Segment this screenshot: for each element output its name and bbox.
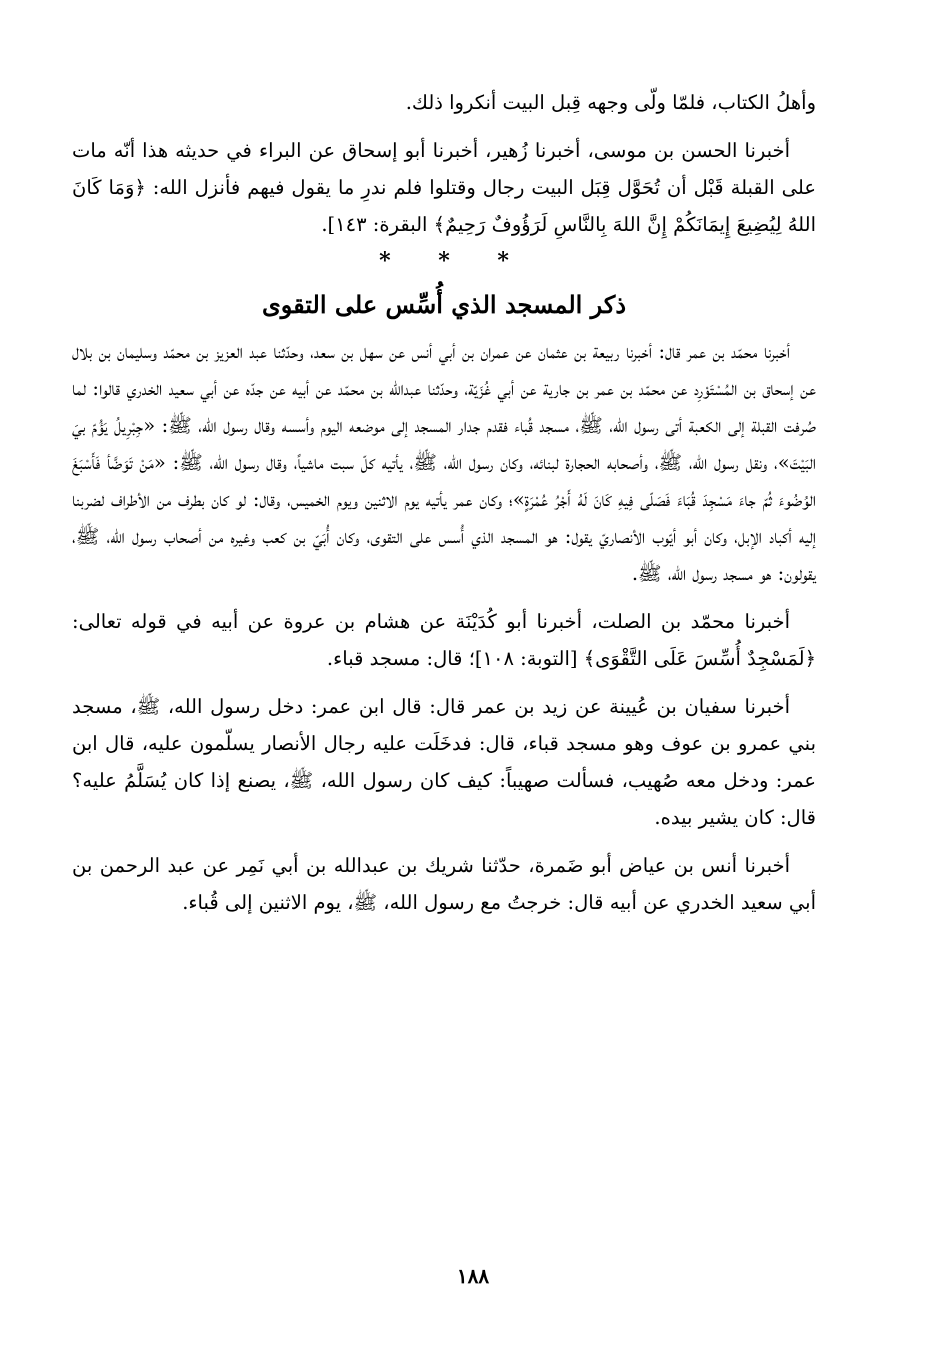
paragraph-hassan-narration: أخبرنا الحسن بن موسى، أخبرنا زُهير، أخبرنا أبو إسحاق عن البراء في حديثه هذا أنّه مات على القبلة قَبْل أن تُحَوَّل قِبَل البيت رجال وقتلوا فلم ندرِ ما يقول فيهم فأنزل الله: ﴿وَمَا كَانَ اللهُ لِيُضِيعَ إِيمَانَكُمْ إِنَّ اللهَ بِالنَّاسِ لَرَؤُوفٌ رَحِيمٌ﴾ البقرة: ١٤٣]. <box>72 139 816 236</box>
page-body <box>72 84 816 921</box>
paragraph-anas-bin-iyad: أخبرنا أنس بن عياض أبو ضَمرة، حدّثنا شريك بن عبدالله بن أبي نَمِر عن عبد الرحمن بن أبي سعيد الخدري عن أبيه قال: خرجتُ مع رسول الله، ﷺ، يوم الاثنين إلى قُباء. <box>72 854 816 914</box>
paragraph-muhammad-bin-salt: أخبرنا محمّد بن الصلت، أخبرنا أبو كُدَيْنَة عن هشام بن عروة عن أبيه في قوله تعالى: ﴿لَمَسْجِدٌ أُسِّسَ عَلَى التَّقْوَى﴾ [التوبة: ١٠٨]؛ قال: مسجد قباء. <box>72 610 816 670</box>
paragraph-sufyan-bin-uyaynah: أخبرنا سفيان بن عُيينة عن زيد بن عمر قال: قال ابن عمر: دخل رسول الله، ﷺ، مسجد بني عمرو بن عوف وهو مسجد قباء، قال: فدخَلَت عليه رجال الأنصار يسلّمون عليه، قال ابن عمر: ودخل معه صُهيب، فسألت صهيباً: كيف كان رسول الله، ﷺ، يصنع إذا كان يُسَلَّمُ عليه؟ قال: كان يشير بيده. <box>72 695 816 829</box>
paragraph-opening: وأهلُ الكتاب، فلمّا ولّى وجهه قِبل البيت أنكروا ذلك. <box>405 91 816 114</box>
page-number: ١٨٨ <box>456 1264 490 1288</box>
paragraph-muhammad-bin-umar: أخبرنا محمّد بن عمر قال: أخبرنا ربيعة بن عثمان عن عمران بن أبي أنس عن سهل بن سعد، وحدّثنا عبد العزيز بن محمّد وسليمان بن بلال عن إسحاق بن المُسْتَوْرِد عن محمّد بن عمر بن جارية عن أبي غُزَيّة، وحدّثنا عبدالله بن محمّد عن أبيه عن جدّه عن أبي سعيد الخدري قالوا: لما صُرفت القبلة إلى الكعبة أتى رسول الله، ﷺ، مسجد قُباء فقدم جدار المسجد إلى موضعه اليوم وأسسه وقال رسول الله، ﷺ: «جِبْرِيلُ يَؤُمّ بيَ البَيْتَ»، ونقل رسول الله، ﷺ، وأصحابه الحجارة لبنائه، وكان رسول الله، ﷺ، يأتيه كلّ سبت ماشياً، وقال رسول الله، ﷺ: «مَنْ تَوَضَّأ فَأَسْبَغَ الوُضُوءَ ثُمّ جاءَ مَسْجِدَ قُبَاءَ فَصَلّى فِيهِ كَانَ لَهُ أَجْرُ عُمْرَةٍ»؛ وكان عمر يأتيه يوم الاثنين ويوم الخميس، وقال: لو كان بطرف من الأطراف لضربنا إليه أكباد الإبل، وكان أبو أيّوب الأنصاريّ يقول: هو المسجد الذي أُسس على التقوى، وكان أُبَيّ بن كعب وغيره من أصحاب رسول الله، ﷺ، يقولون: هو مسجد رسول الله، ﷺ. <box>72 340 816 585</box>
section-separator: * * * <box>379 248 509 274</box>
section-heading: ذكر المسجد الذي أُسِّس على التقوى <box>261 290 627 319</box>
